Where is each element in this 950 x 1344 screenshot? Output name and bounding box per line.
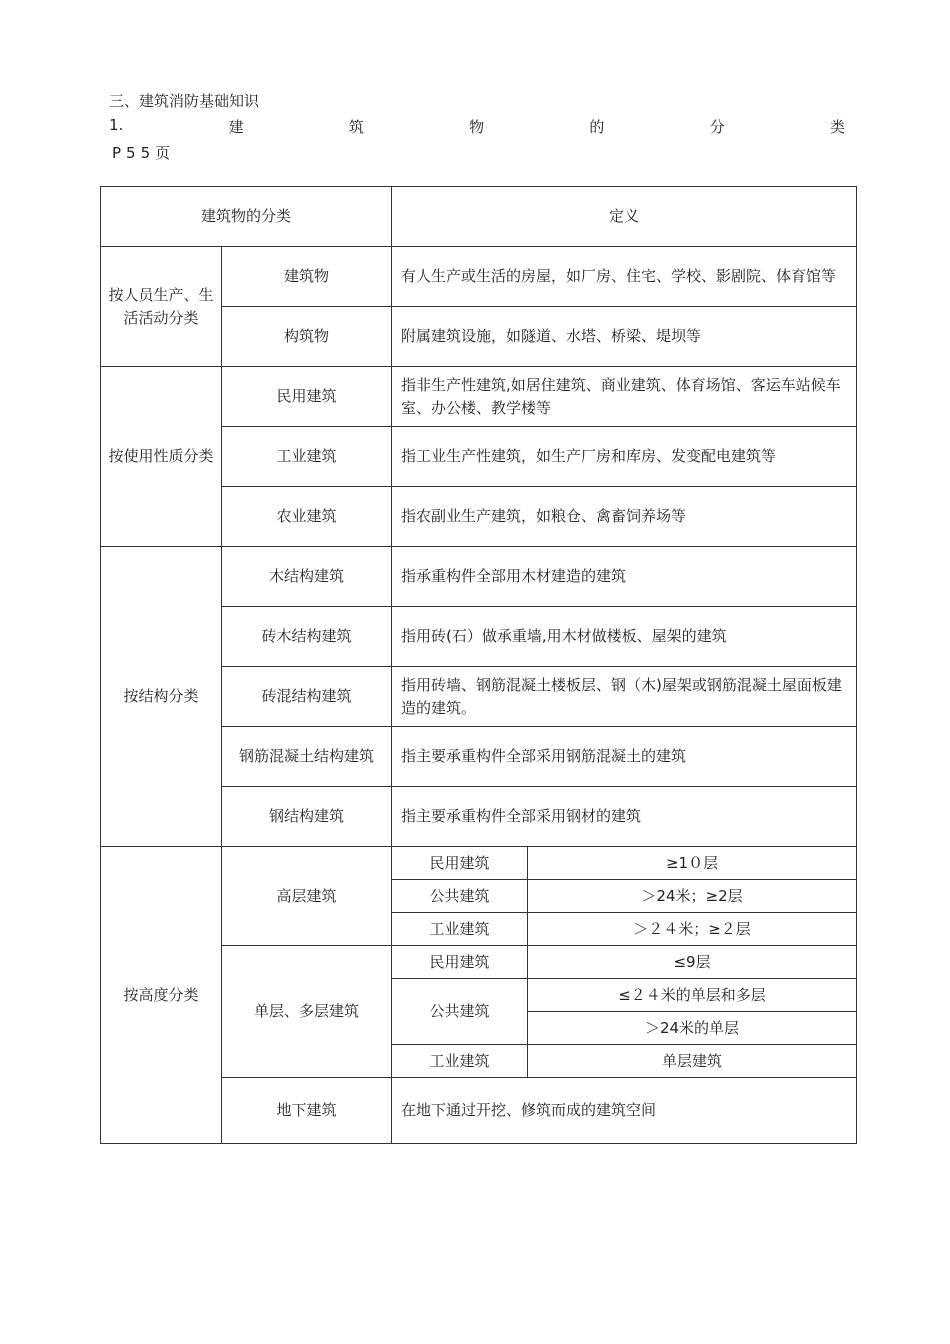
group-by-use: 按使用性质分类	[101, 367, 222, 547]
type-cell: 木结构建筑	[222, 547, 392, 607]
subtype-cell: 公共建筑	[392, 880, 528, 913]
criteria-cell: ≤２４米的单层和多层	[528, 979, 857, 1012]
table-row	[101, 847, 857, 880]
header-definition: 定义	[392, 187, 857, 247]
definition-cell: 指农副业生产建筑，如粮仓、禽畜饲养场等	[392, 487, 857, 547]
type-cell: 砖木结构建筑	[222, 607, 392, 667]
type-cell: 砖混结构建筑	[222, 667, 392, 727]
header-classification: 建筑物的分类	[101, 187, 392, 247]
subsection-title	[109, 116, 845, 137]
title-char: 物	[469, 118, 485, 136]
subtype-cell: 民用建筑	[392, 847, 528, 880]
title-char: 类	[829, 118, 845, 136]
criteria-cell: ＞24米的单层	[528, 1012, 857, 1045]
subtype-cell: 民用建筑	[392, 946, 528, 979]
type-cell: 工业建筑	[222, 427, 392, 487]
type-cell: 钢筋混凝土结构建筑	[222, 727, 392, 787]
criteria-cell: ≤9层	[528, 946, 857, 979]
definition-cell: 指主要承重构件全部采用钢筋混凝土的建筑	[392, 727, 857, 787]
group-by-activity: 按人员生产、生活活动分类	[101, 247, 222, 367]
definition-cell: 指主要承重构件全部采用钢材的建筑	[392, 787, 857, 847]
definition-cell: 在地下通过开挖、修筑而成的建筑空间	[392, 1078, 857, 1144]
title-char: 的	[589, 118, 605, 136]
classification-table	[100, 186, 857, 1144]
title-char: 分	[709, 118, 725, 136]
type-cell: 钢结构建筑	[222, 787, 392, 847]
type-cell: 构筑物	[222, 307, 392, 367]
page-reference: P55页	[112, 144, 176, 162]
table-row	[101, 247, 857, 307]
definition-cell: 有人生产或生活的房屋，如厂房、住宅、学校、影剧院、体育馆等	[392, 247, 857, 307]
criteria-cell: ＞２４米；≥２层	[528, 913, 857, 946]
type-cell: 农业建筑	[222, 487, 392, 547]
definition-cell: 指非生产性建筑,如居住建筑、商业建筑、体育场馆、客运车站候车室、办公楼、教学楼等	[392, 367, 857, 427]
low-multi-cell: 单层、多层建筑	[222, 946, 392, 1078]
subtype-cell: 工业建筑	[392, 913, 528, 946]
criteria-cell: ≥1０层	[528, 847, 857, 880]
group-by-height: 按高度分类	[101, 847, 222, 1144]
table-row	[101, 367, 857, 427]
definition-cell: 指承重构件全部用木材建造的建筑	[392, 547, 857, 607]
criteria-cell: 单层建筑	[528, 1045, 857, 1078]
table-header-row	[101, 187, 857, 247]
definition-cell: 指用砖墙、钢筋混凝土楼板层、钢（木)屋架或钢筋混凝土屋面板建造的建筑。	[392, 667, 857, 727]
type-cell: 民用建筑	[222, 367, 392, 427]
group-by-structure: 按结构分类	[101, 547, 222, 847]
criteria-cell: ＞24米；≥2层	[528, 880, 857, 913]
high-rise-cell: 高层建筑	[222, 847, 392, 946]
definition-cell: 附属建筑设施，如隧道、水塔、桥梁、堤坝等	[392, 307, 857, 367]
type-cell: 建筑物	[222, 247, 392, 307]
definition-cell: 指用砖(石）做承重墙,用木材做楼板、屋架的建筑	[392, 607, 857, 667]
subsection-number: 1.	[109, 116, 124, 134]
definition-cell: 指工业生产性建筑，如生产厂房和库房、发变配电建筑等	[392, 427, 857, 487]
section-heading: 三、建筑消防基础知识	[109, 92, 260, 110]
subtype-cell: 工业建筑	[392, 1045, 528, 1078]
table-row	[101, 547, 857, 607]
subtype-cell: 公共建筑	[392, 979, 528, 1045]
title-char: 建	[228, 118, 244, 136]
title-char: 筑	[348, 118, 364, 136]
type-cell: 地下建筑	[222, 1078, 392, 1144]
